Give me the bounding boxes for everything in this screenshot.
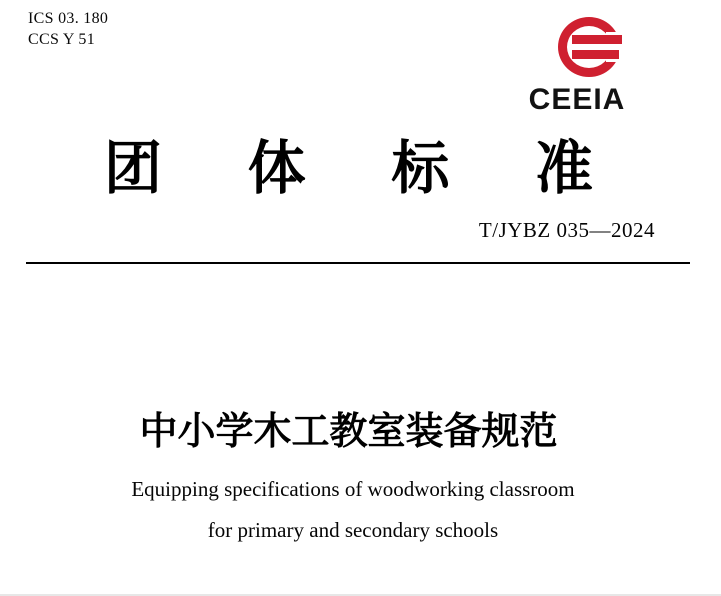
ceeia-logo-text: CEEIA bbox=[528, 83, 626, 116]
standard-type-char: 团 bbox=[104, 136, 163, 201]
standard-type-title bbox=[104, 136, 593, 201]
standard-number: T/JYBZ 035—2024 bbox=[478, 218, 655, 242]
document-title-english-line1: Equipping specifications of woodworking classroom bbox=[131, 477, 575, 501]
logo-bar-bottom bbox=[572, 50, 619, 59]
ccs-code: CCS Y 51 bbox=[28, 31, 96, 48]
ceeia-logo-icon bbox=[558, 17, 620, 77]
standard-type-char: 标 bbox=[391, 136, 450, 201]
document-title-english-line2: for primary and secondary schools bbox=[207, 518, 499, 542]
standard-type-char: 准 bbox=[534, 136, 593, 201]
logo-bar-top bbox=[572, 35, 622, 44]
document-title-chinese: 中小学木工教室装备规范 bbox=[139, 411, 558, 453]
header-divider bbox=[26, 262, 690, 264]
ics-code: ICS 03. 180 bbox=[28, 10, 109, 27]
classification-codes bbox=[28, 8, 108, 50]
ceeia-logo bbox=[513, 10, 641, 115]
standard-type-char: 体 bbox=[247, 136, 306, 201]
